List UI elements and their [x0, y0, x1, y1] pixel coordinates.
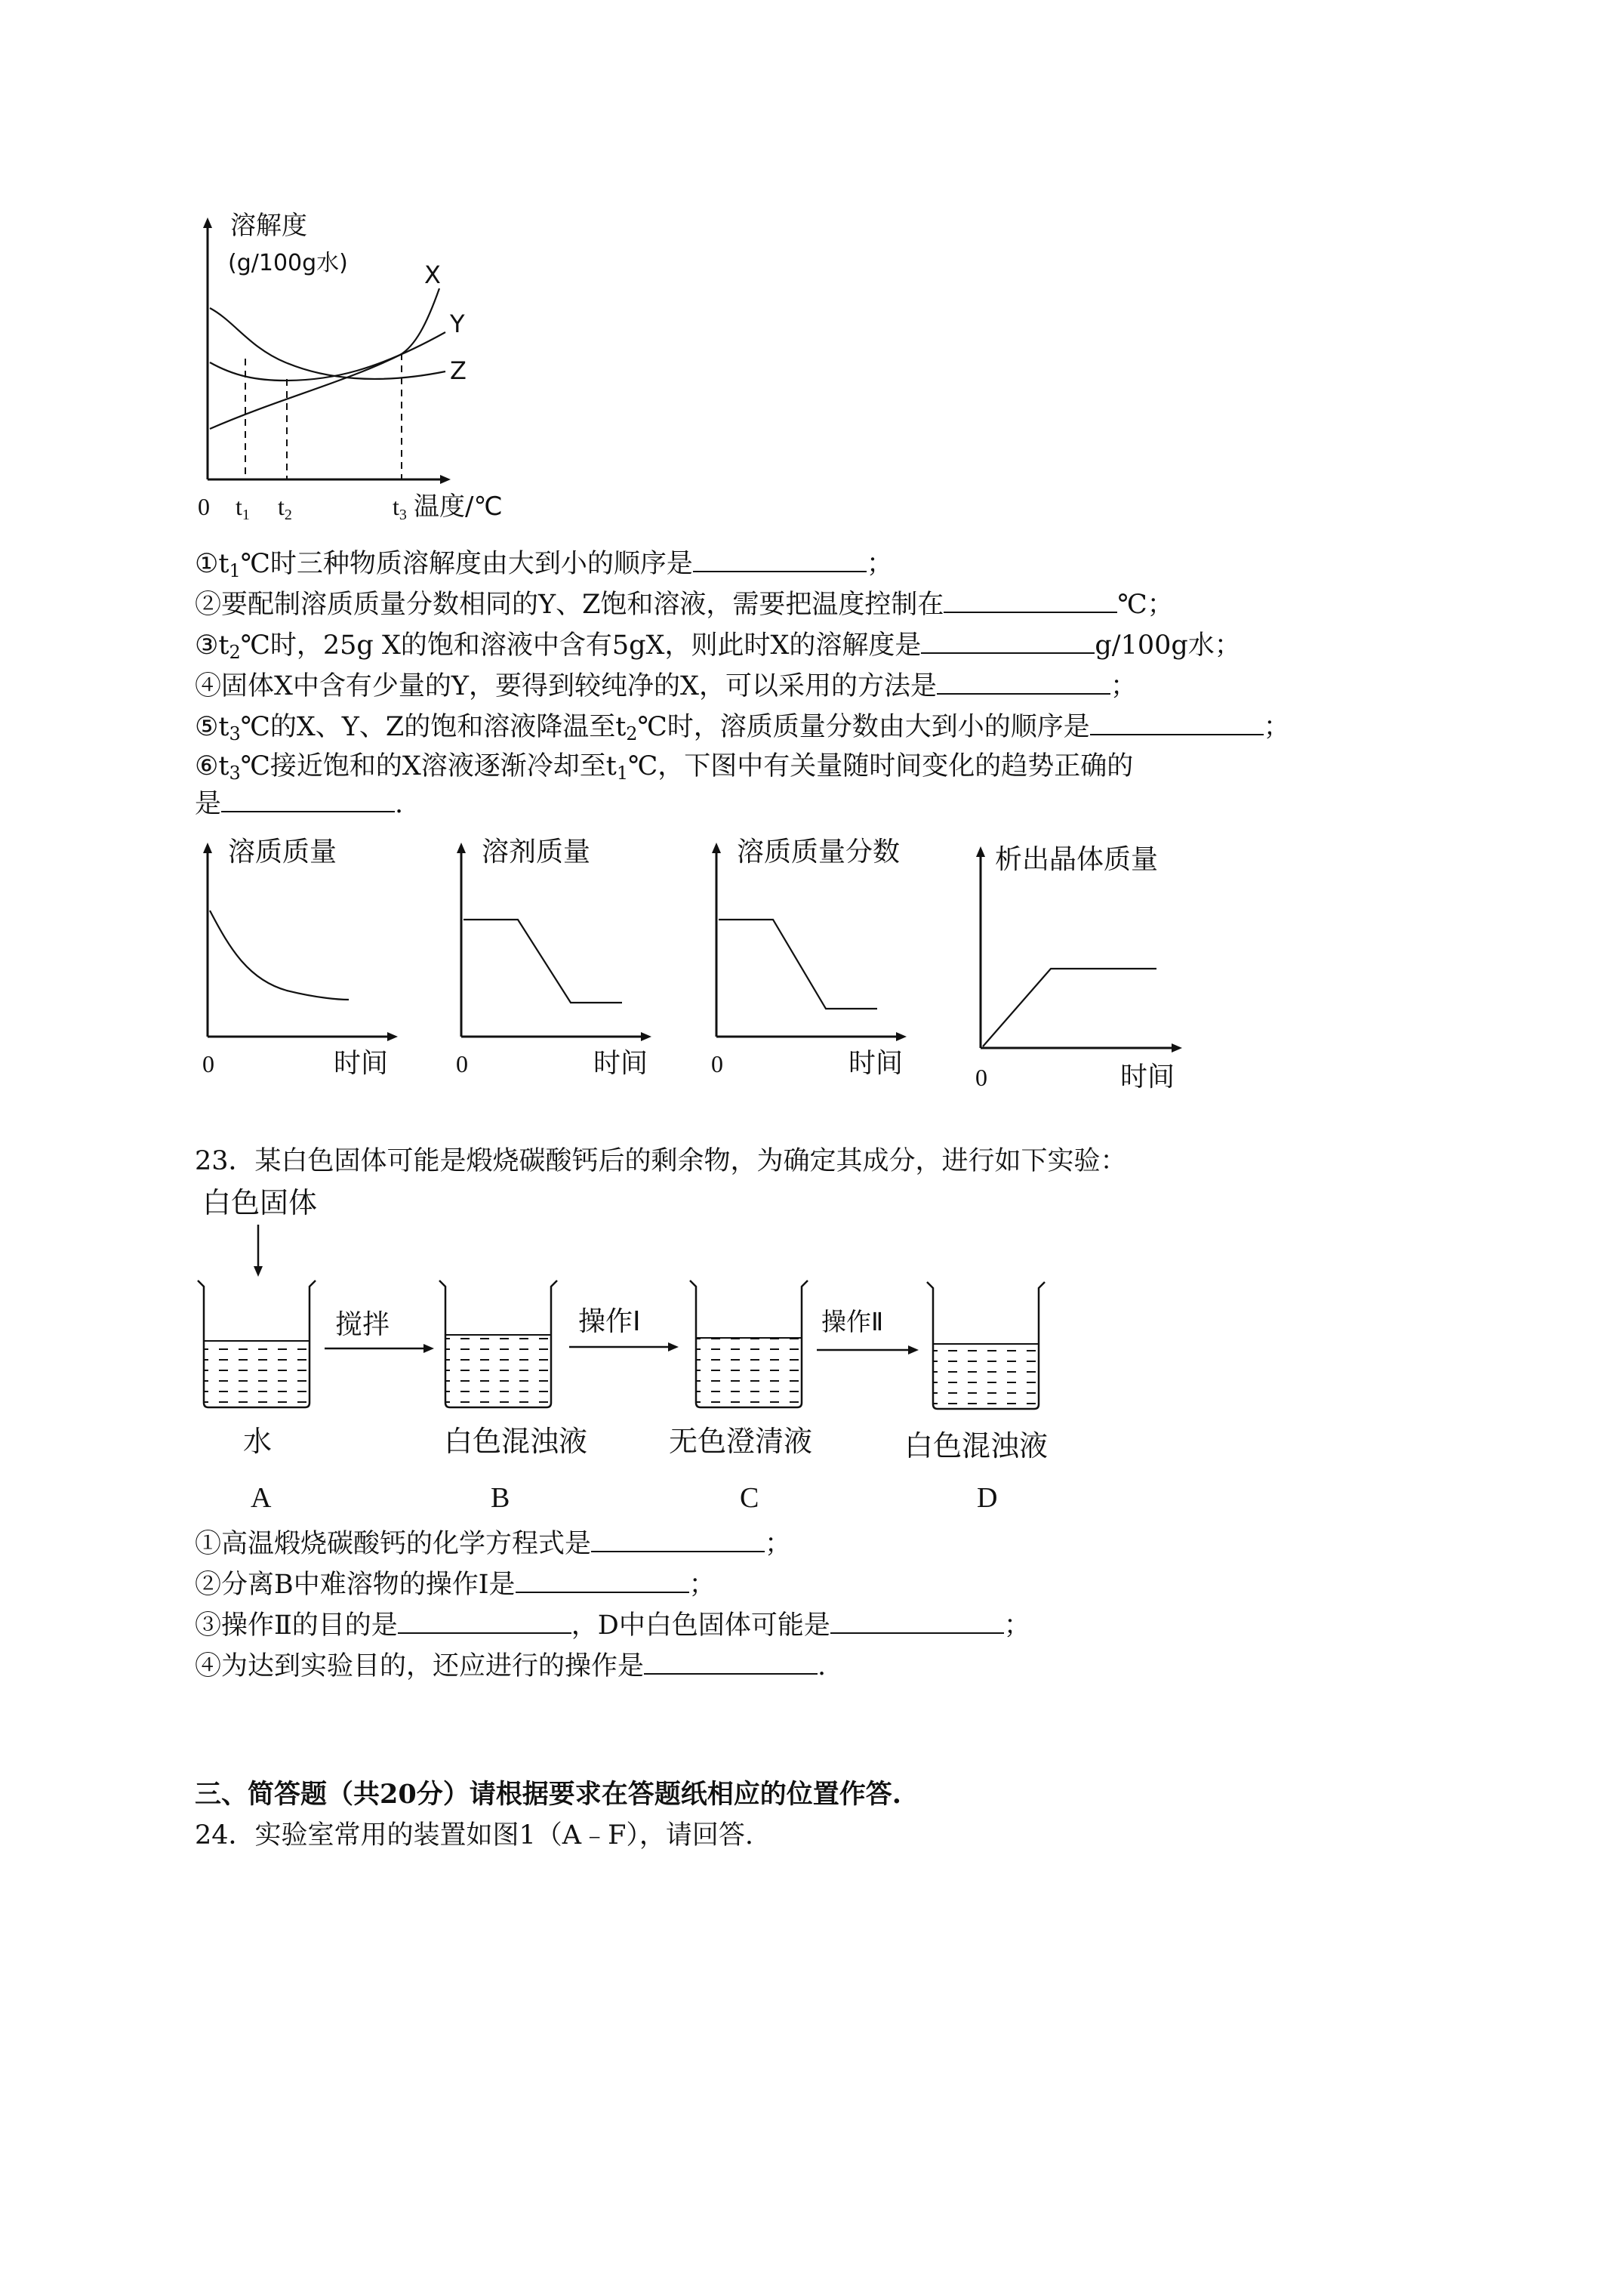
answer-blank[interactable] — [644, 1647, 818, 1675]
answer-blank[interactable] — [591, 1525, 765, 1552]
beaker-d-content: 白色混浊液 — [904, 1429, 1049, 1462]
origin-label: 0 — [975, 1064, 987, 1091]
q23-item-4: ④为达到实验目的，还应进行的操作是 . — [195, 1647, 826, 1684]
answer-blank[interactable] — [937, 667, 1110, 695]
origin-label: 0 — [456, 1050, 468, 1077]
answer-blank[interactable] — [921, 627, 1095, 654]
liquid — [204, 1341, 310, 1403]
arrow-op2-label: 操作Ⅱ — [821, 1307, 884, 1336]
curve-z-label: Z — [450, 356, 467, 385]
liquid — [696, 1338, 802, 1403]
answer-blank[interactable] — [516, 1566, 689, 1593]
beaker-b-content: 白色混浊液 — [444, 1425, 588, 1458]
x-axis-label: 时间 — [848, 1048, 904, 1079]
liquid — [445, 1335, 551, 1403]
curve — [983, 969, 1156, 1046]
curve-x — [210, 288, 439, 429]
answer-blank[interactable] — [221, 785, 395, 812]
answer-blank[interactable] — [398, 1607, 571, 1634]
trend-graph-solute-mass — [202, 837, 393, 1079]
graph-title: 析出晶体质量 — [995, 844, 1159, 875]
q22-item-5: $⑤t_3℃$的X、Y、Z的饱和溶液降温至$t_2℃$时，溶质质量分数由大到小的顺序是 ； — [195, 708, 1290, 751]
t3-tick-label: t3 — [393, 493, 407, 523]
q24-stem: 24．实验室常用的装置如图1（A﹣F），请回答. — [195, 1820, 753, 1851]
curve-y-label: Y — [450, 310, 465, 338]
beaker-b — [439, 1281, 557, 1407]
beaker-c-content: 无色澄清液 — [669, 1425, 813, 1458]
answer-blank[interactable] — [830, 1607, 1004, 1634]
q22-item-6-cont: 是 . — [195, 785, 403, 821]
graph-title: 溶质质量 — [228, 837, 337, 868]
origin-label: 0 — [711, 1050, 723, 1077]
trend-graphs — [189, 829, 1246, 1101]
origin-label: 0 — [202, 1050, 214, 1077]
curve-z — [210, 308, 445, 379]
curve — [719, 920, 877, 1009]
beaker-a — [198, 1281, 316, 1407]
q23-stem: 23．某白色固体可能是煅烧碳酸钙后的剩余物，为确定其成分，进行如下实验： — [195, 1146, 1127, 1176]
x-axis-label: 时间 — [334, 1048, 389, 1079]
x-axis-label: 温度/℃ — [414, 492, 503, 522]
input-label: 白色固体 — [202, 1186, 318, 1219]
answer-blank[interactable] — [1090, 708, 1264, 735]
beaker-c-letter: C — [740, 1482, 759, 1514]
x-axis-label: 时间 — [593, 1048, 648, 1079]
section-3-heading: 三、简答题（共20分）请根据要求在答题纸相应的位置作答. — [195, 1779, 901, 1810]
q22-item-2: ②要配制溶质质量分数相同的Y、Z饱和溶液，需要把温度控制在 ℃； — [195, 586, 1174, 622]
beaker-a-content: 水 — [243, 1425, 273, 1458]
trend-graph-solvent-mass — [456, 837, 648, 1079]
q22-item-6: $⑥t_3℃$接近饱和的X溶液逐渐冷却至$t_1℃$，下图中有关量随时间变化的趋势正确的 — [195, 751, 1134, 784]
liquid — [933, 1344, 1039, 1404]
trend-graph-mass-fraction — [711, 837, 903, 1079]
y-axis-label-line1: 溶解度 — [230, 211, 307, 241]
q22-item-4: ④固体X中含有少量的Y，要得到较纯净的X，可以采用的方法是 ； — [195, 667, 1137, 704]
beaker-d — [927, 1282, 1045, 1409]
beaker-d-letter: D — [977, 1482, 998, 1514]
q22-item-1: $①t_1℃$时三种物质溶解度由大到小的顺序是 ； — [195, 545, 893, 588]
q23-item-2: ②分离B中难溶物的操作Ⅰ是 ； — [195, 1566, 716, 1602]
q23-item-1: ①高温煅烧碳酸钙的化学方程式是 ； — [195, 1525, 791, 1561]
x-axis-label: 时间 — [1120, 1062, 1175, 1093]
curve — [210, 911, 349, 1000]
graph-title: 溶剂质量 — [482, 837, 591, 868]
beaker-c — [690, 1281, 808, 1407]
answer-blank[interactable] — [944, 586, 1117, 613]
experiment-diagram — [189, 1182, 1095, 1537]
t2-tick-label: t2 — [278, 493, 292, 523]
q23-item-3: ③操作Ⅱ的目的是 ，D中白色固体可能是 ； — [195, 1607, 1030, 1643]
origin-label: 0 — [198, 493, 210, 520]
beaker-b-letter: B — [491, 1482, 510, 1514]
solubility-graph — [189, 204, 528, 536]
q22-item-3: $③t_2℃$时，25g X的饱和溶液中含有5gX，则此时X的溶解度是 g/100g水； — [195, 627, 1241, 670]
t1-tick-label: t1 — [236, 493, 250, 523]
y-axis-label-line2: (g/100g水) — [228, 250, 348, 276]
answer-blank[interactable] — [693, 545, 867, 572]
trend-graph-crystal-mass — [975, 844, 1177, 1093]
graph-title: 溶质质量分数 — [737, 837, 901, 868]
arrow-stir-label: 搅拌 — [335, 1309, 390, 1340]
curve-x-label: X — [424, 260, 441, 289]
curve — [463, 920, 622, 1003]
beaker-a-letter: A — [251, 1482, 272, 1514]
arrow-op1-label: 操作Ⅰ — [578, 1306, 641, 1337]
